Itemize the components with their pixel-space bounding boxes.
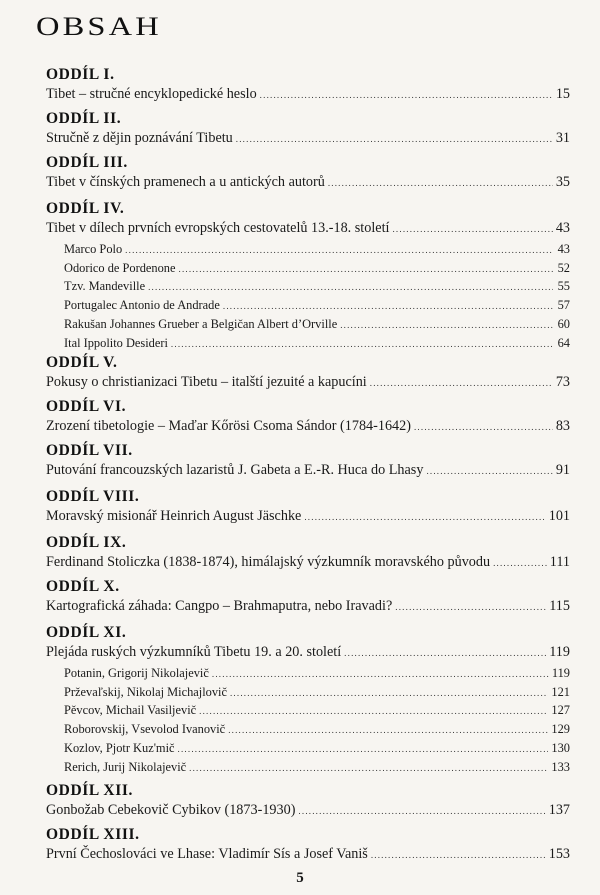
entry-page-number: 153 (548, 846, 570, 862)
dot-leader (344, 648, 546, 658)
dot-leader (228, 725, 548, 735)
entry-title: Rerich, Jurij Nikolajevič (64, 759, 187, 774)
toc-entry (46, 462, 570, 479)
section-heading: ODDÍL XII. (46, 782, 133, 799)
entry-title: Moravský misionář Heinrich August Jäschke (46, 508, 302, 524)
toc-subentry (64, 242, 570, 257)
toc-subentry (64, 261, 570, 276)
entry-page-number: 101 (548, 508, 570, 524)
entry-page-number: 64 (557, 335, 570, 350)
entry-page-number: 119 (549, 644, 570, 660)
dot-leader (298, 806, 545, 816)
entry-title: Kartografická záhada: Cangpo – Brahmaputra, nebo Iravadi? (46, 598, 393, 614)
entry-title: Putování francouzských lazaristů J. Gabeta a E.-R. Huca do Lhasy (46, 462, 424, 478)
section-heading: ODDÍL V. (46, 354, 118, 371)
toc-entry (46, 598, 570, 615)
entry-page-number: 43 (555, 220, 570, 236)
toc-entry (46, 554, 570, 571)
entry-title: Potanin, Grigorij Nikolajevič (64, 666, 209, 680)
section-heading: ODDÍL VI. (46, 398, 127, 415)
entry-page-number: 73 (555, 374, 570, 390)
dot-leader (426, 466, 552, 476)
dot-leader (236, 134, 553, 144)
entry-page-number: 31 (555, 130, 570, 146)
toc-subentry (64, 317, 570, 332)
section-heading: ODDÍL XIII. (46, 826, 140, 843)
entry-title: Pokusy o christianizaci Tibetu – italští jezuité a kapucíni (46, 374, 367, 390)
entry-title: Tibet v čínských pramenech a u antických autorů (46, 174, 325, 190)
dot-leader (230, 688, 548, 698)
section-heading: ODDÍL IV. (46, 200, 125, 217)
entry-page-number: 115 (549, 598, 570, 614)
entry-title: Prževaľskij, Nikolaj Michajlovič (64, 684, 227, 699)
entry-title: Tibet – stručné encyklopedické heslo (46, 86, 257, 102)
toc-subentry (64, 336, 570, 351)
entry-title: Plejáda ruských výzkumníků Tibetu 19. a 20. století (46, 644, 342, 660)
dot-leader (493, 558, 547, 568)
entry-page-number: 137 (548, 802, 570, 818)
dot-leader (178, 744, 549, 754)
entry-title: Zrození tibetologie – Maďar Kőrösi Csoma Sándor (1784-1642) (46, 418, 411, 434)
entry-title: Portugalec Antonio de Andrade (64, 298, 220, 313)
entry-page-number: 60 (557, 316, 570, 331)
section-heading: ODDÍL XI. (46, 624, 127, 641)
section-heading: ODDÍL I. (46, 66, 115, 83)
toc-entry (46, 644, 570, 661)
toc-entry (46, 130, 570, 147)
toc-subentry (64, 722, 570, 737)
dot-leader (199, 706, 548, 716)
dot-leader (328, 178, 553, 188)
dot-leader (392, 224, 552, 234)
entry-page-number: 55 (557, 279, 570, 294)
dot-leader (371, 850, 546, 860)
page-number: 5 (296, 870, 304, 886)
dot-leader (171, 339, 553, 349)
dot-leader (223, 301, 553, 311)
dot-leader (370, 378, 553, 388)
section-heading: ODDÍL VIII. (46, 488, 140, 505)
entry-page-number: 52 (557, 260, 570, 275)
dot-leader (148, 282, 553, 292)
page-title: OBSAH (36, 12, 162, 41)
section-heading: ODDÍL IX. (46, 534, 127, 551)
toc-subentry (64, 666, 570, 681)
entry-page-number: 35 (555, 174, 570, 190)
section-heading: ODDÍL X. (46, 578, 120, 595)
entry-page-number: 130 (551, 740, 570, 755)
section-heading: ODDÍL II. (46, 110, 122, 127)
toc-subentry (64, 760, 570, 775)
toc-subentry (64, 741, 570, 756)
dot-leader (125, 245, 553, 255)
entry-page-number: 57 (557, 298, 570, 313)
entry-page-number: 91 (555, 462, 570, 478)
toc-entry (46, 846, 570, 863)
entry-title: Marco Polo (64, 242, 123, 256)
toc-entry (46, 418, 570, 435)
section-heading: ODDÍL VII. (46, 442, 133, 459)
entry-page-number: 119 (551, 666, 570, 680)
entry-title: Roborovskij, Vsevolod Ivanovič (64, 722, 226, 737)
dot-leader (189, 763, 548, 773)
entry-title: Ital Ippolito Desideri (64, 335, 168, 350)
toc-subentry (64, 685, 570, 700)
entry-title: Pěvcov, Michail Vasiljevič (64, 703, 197, 718)
entry-title: Ferdinand Stoliczka (1838-1874), himálajský výzkumník moravského původu (46, 554, 491, 570)
toc-subentry (64, 279, 570, 294)
dot-leader (304, 512, 545, 522)
entry-page-number: 129 (551, 722, 570, 737)
entry-title: Tzv. Mandeville (64, 279, 146, 294)
section-heading: ODDÍL III. (46, 154, 128, 171)
entry-page-number: 111 (549, 554, 570, 570)
entry-page-number: 127 (551, 703, 570, 718)
entry-page-number: 133 (551, 759, 570, 774)
entry-title: Gonbožab Cebekovič Cybikov (1873-1930) (46, 802, 296, 818)
toc-subentry (64, 703, 570, 718)
entry-title: Odorico de Pordenone (64, 260, 176, 275)
entry-page-number: 83 (555, 418, 570, 434)
dot-leader (260, 90, 553, 100)
entry-title: Kozlov, Pjotr Kuz'mič (64, 740, 175, 755)
dot-leader (395, 602, 546, 612)
toc-entry (46, 174, 570, 191)
dot-leader (212, 669, 549, 679)
toc-subentry (64, 298, 570, 313)
entry-title: První Čechoslováci ve Lhase: Vladimír Sís a Josef Vaniš (46, 846, 368, 862)
dot-leader (414, 422, 553, 432)
entry-page-number: 121 (551, 684, 570, 699)
toc-entry (46, 802, 570, 819)
toc-entry (46, 220, 570, 237)
toc-entry (46, 374, 570, 391)
toc-entry (46, 86, 570, 103)
entry-title: Stručně z dějin poznávání Tibetu (46, 130, 233, 146)
dot-leader (340, 320, 553, 330)
toc-entry (46, 508, 570, 525)
entry-page-number: 15 (555, 86, 570, 102)
entry-title: Tibet v dílech prvních evropských cestovatelů 13.-18. století (46, 220, 390, 236)
entry-page-number: 43 (557, 242, 570, 256)
dot-leader (179, 264, 554, 274)
entry-title: Rakušan Johannes Grueber a Belgičan Albert d’Orville (64, 316, 338, 331)
